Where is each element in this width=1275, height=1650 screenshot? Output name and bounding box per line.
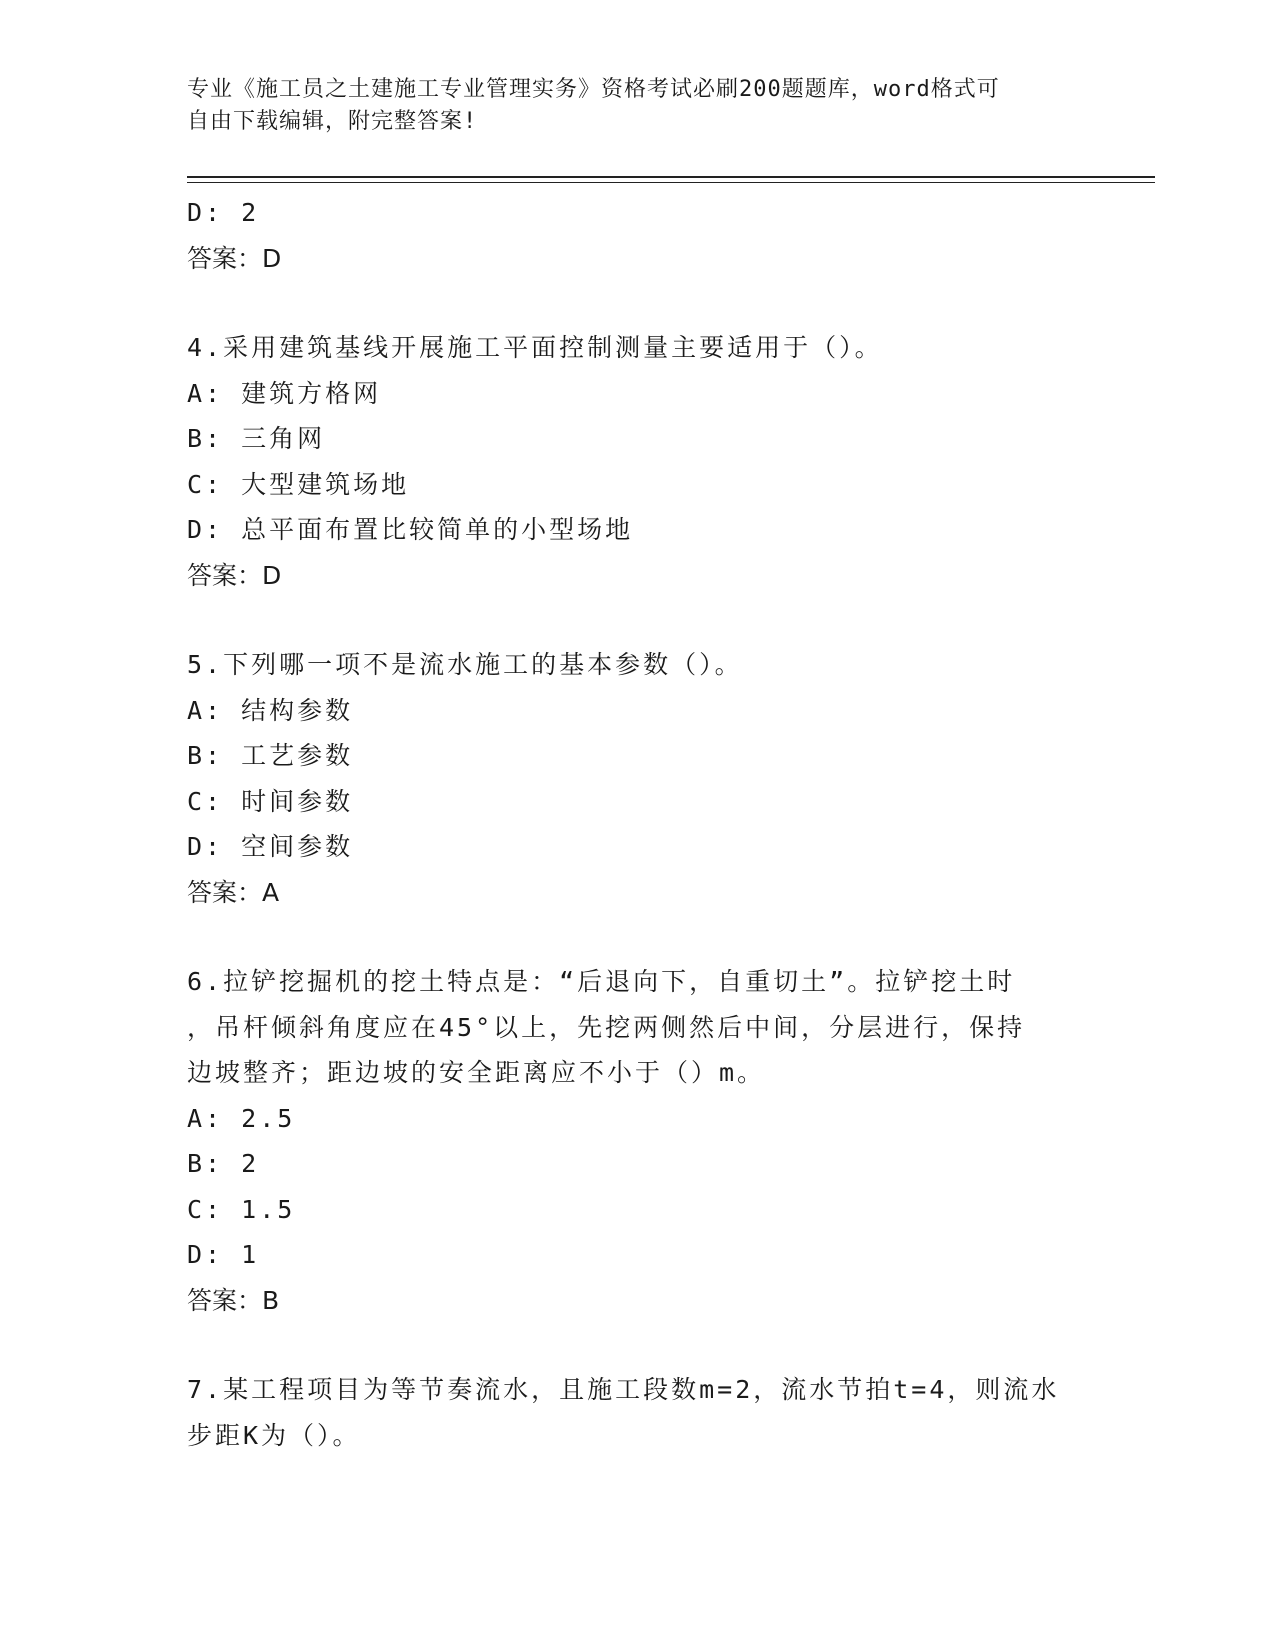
option-c: C: 1.5: [187, 1194, 296, 1224]
option-b: B: 2: [187, 1149, 260, 1178]
header-divider-thick: [187, 176, 1155, 178]
option-b: B: 三角网: [187, 424, 326, 453]
question-text-line-1: 6.拉铲挖掘机的挖土特点是：“后退向下，自重切土”。拉铲挖土时: [187, 967, 1016, 996]
prev-option-d: D: 2: [187, 198, 260, 227]
option-c: C: 时间参数: [187, 786, 354, 816]
prev-answer: 答案：D: [187, 243, 282, 273]
question-text-line-2: 步距K为（）。: [187, 1420, 361, 1450]
question-text-line-3: 边坡整齐；距边坡的安全距离应不小于（）m。: [187, 1058, 766, 1087]
question-5: [187, 642, 1087, 915]
option-a: A: 2.5: [187, 1103, 296, 1133]
question-7: [187, 1367, 1087, 1458]
question-text-line-2: ，吊杆倾斜角度应在45°以上，先挖两侧然后中间，分层进行，保持: [187, 1012, 1026, 1042]
question-content: [187, 190, 1087, 1458]
option-d: D: 空间参数: [187, 832, 354, 861]
question-4: [187, 325, 1087, 598]
answer: 答案：B: [187, 1285, 280, 1315]
header-line-2: 自由下载编辑，附完整答案!: [187, 109, 478, 134]
option-d: D: 1: [187, 1240, 260, 1269]
answer: 答案：A: [187, 877, 280, 907]
question-6: [187, 959, 1087, 1323]
option-a: A: 结构参数: [187, 695, 354, 725]
header-line-1: 专业《施工员之土建施工专业管理实务》资格考试必刷200题题库，word格式可: [187, 77, 1000, 102]
spacer: [187, 598, 1087, 642]
spacer: [187, 281, 1087, 325]
question-text: 4.采用建筑基线开展施工平面控制测量主要适用于（）。: [187, 333, 883, 362]
header-divider-thin: [187, 182, 1155, 183]
option-a: A: 建筑方格网: [187, 378, 382, 408]
question-text-line-1: 7.某工程项目为等节奏流水，且施工段数m=2，流水节拍t=4，则流水: [187, 1375, 1060, 1404]
question-text: 5.下列哪一项不是流水施工的基本参数（）。: [187, 650, 743, 679]
spacer: [187, 1323, 1087, 1367]
option-c: C: 大型建筑场地: [187, 469, 410, 499]
document-header: [187, 74, 1067, 138]
option-d: D: 总平面布置比较简单的小型场地: [187, 515, 634, 544]
option-b: B: 工艺参数: [187, 741, 354, 770]
spacer: [187, 915, 1087, 959]
answer: 答案：D: [187, 560, 282, 590]
